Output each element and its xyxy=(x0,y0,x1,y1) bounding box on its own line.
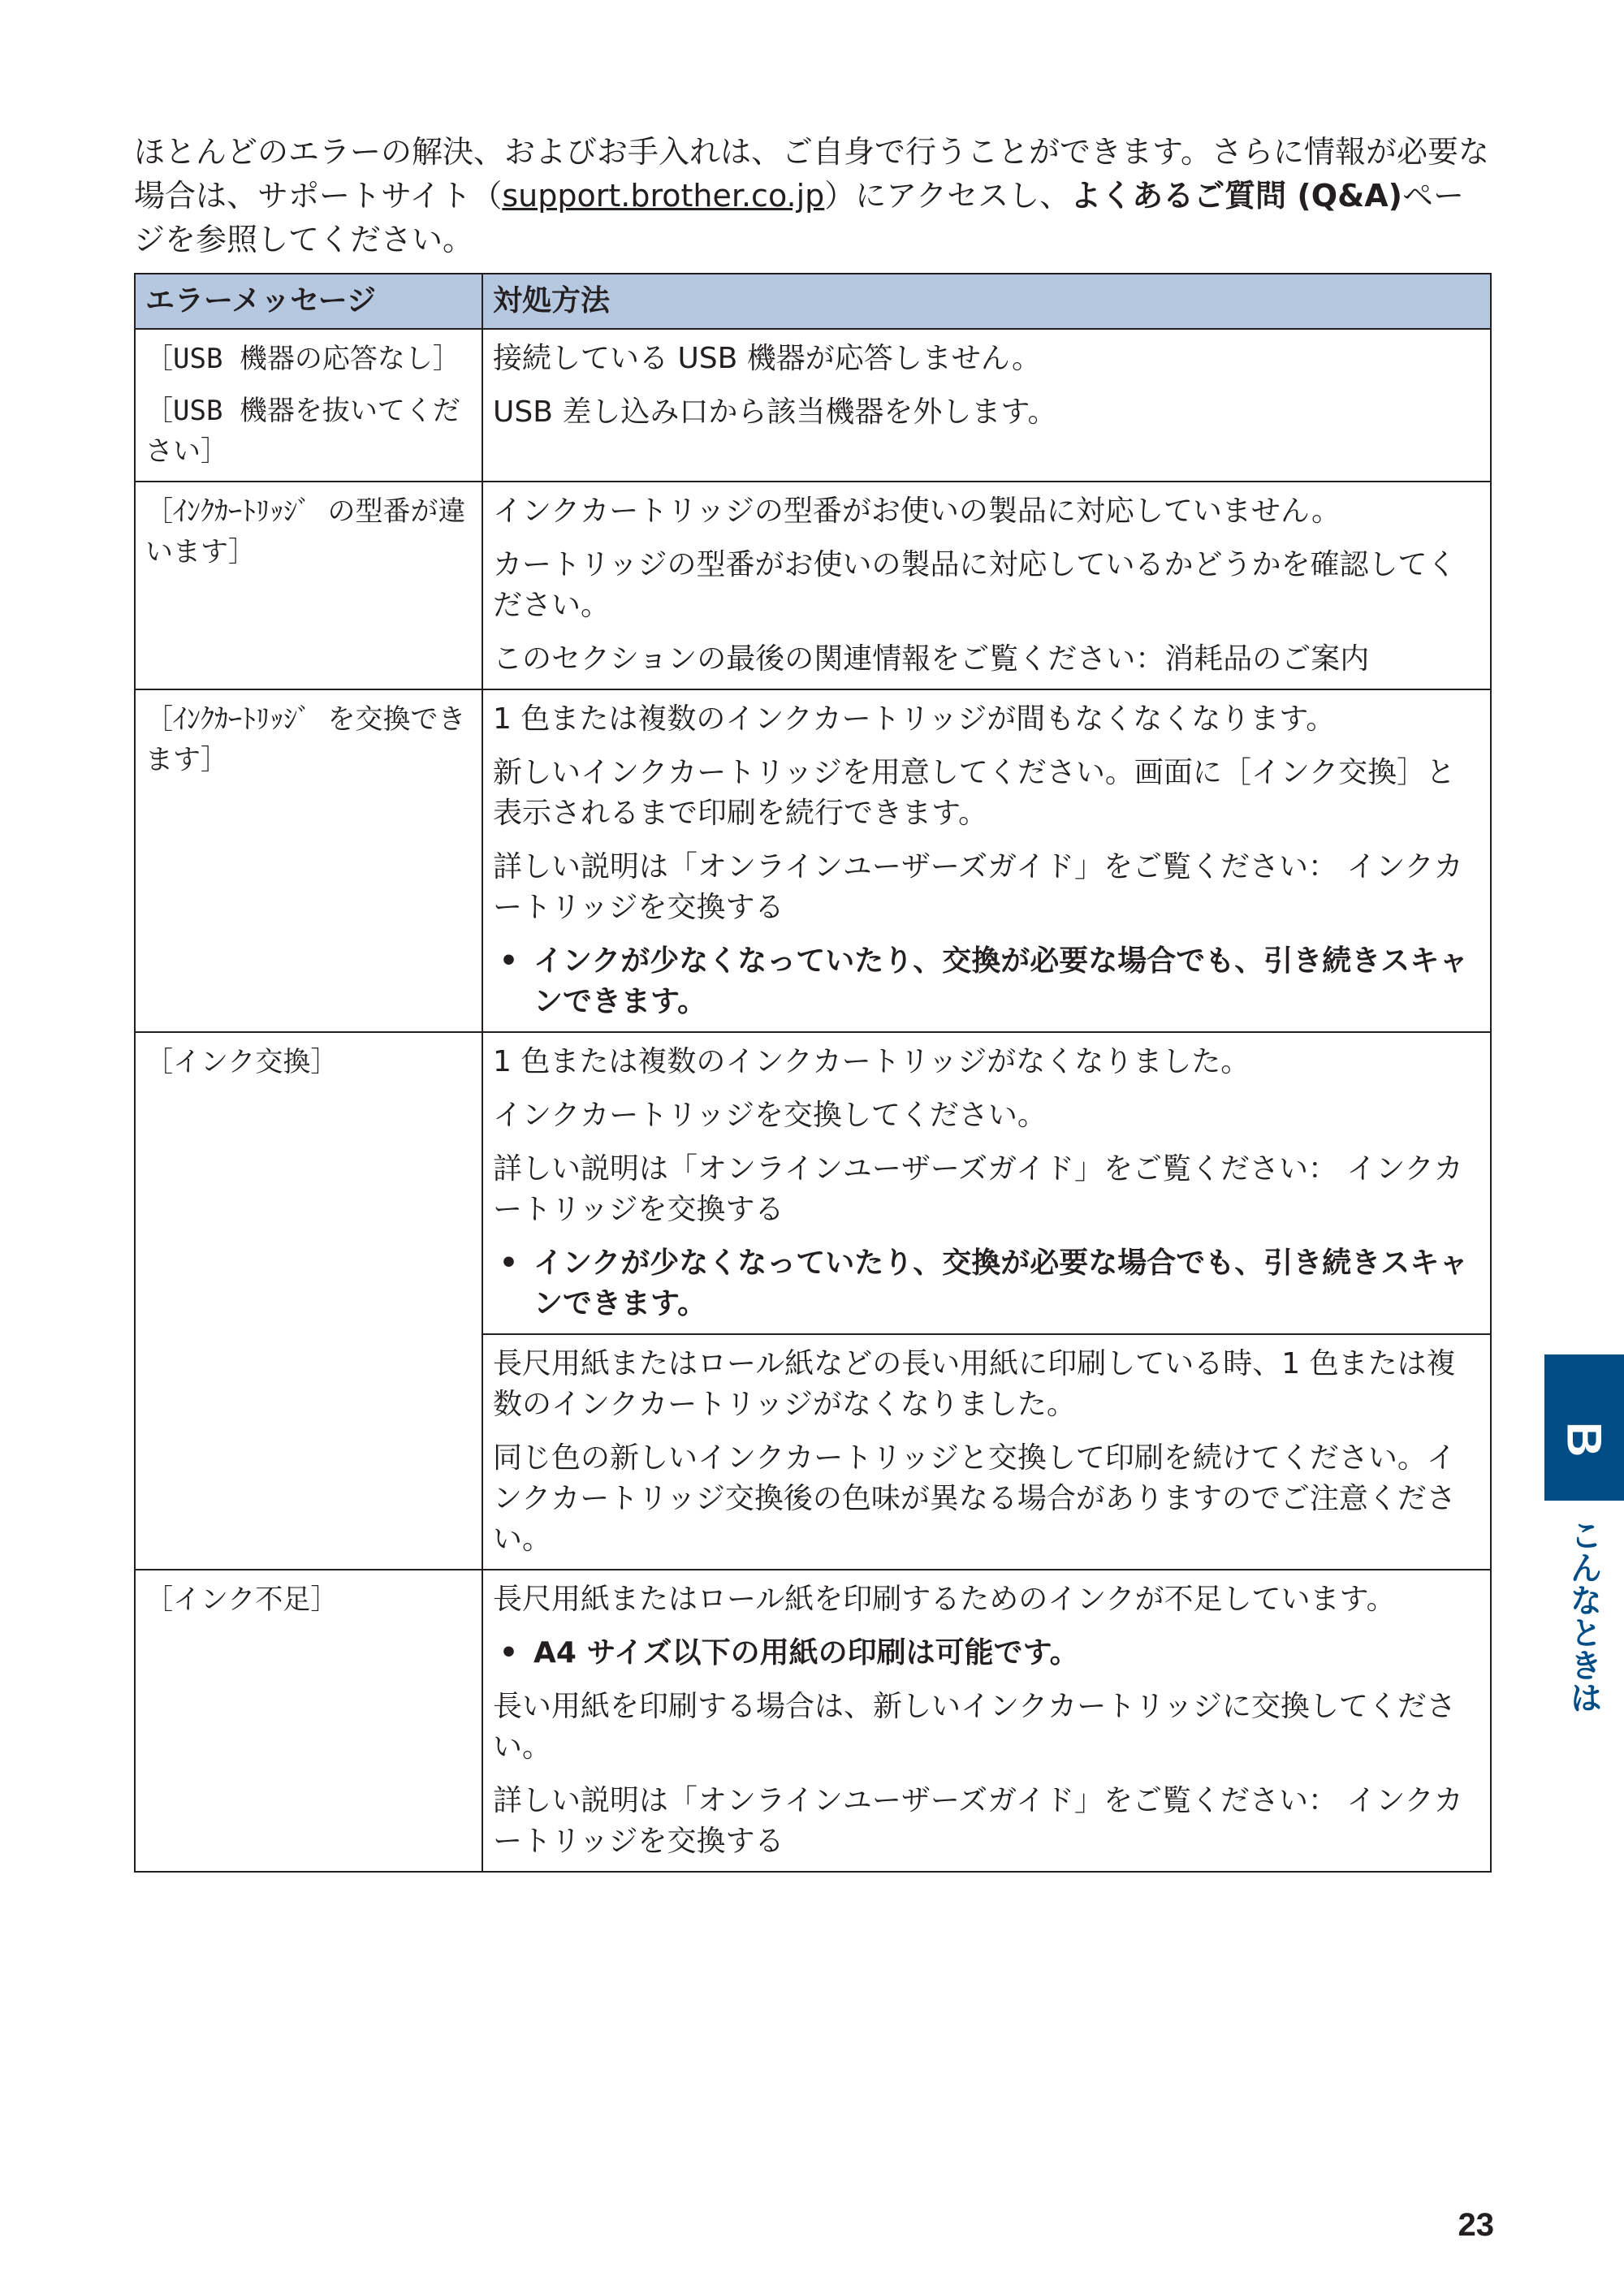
chapter-tab[interactable] xyxy=(1544,1354,1624,1501)
solution-text: USB 差し込み口から該当機器を外します。 xyxy=(493,395,1057,429)
solution-text: 詳しい説明は「オンラインユーザーズガイド」をご覧ください： インクカートリッジを交換する xyxy=(493,1152,1463,1226)
bullet-text: インクが少なくなっていたり、交換が必要な場合でも、引き続きスキャンできます。 xyxy=(533,944,1469,1018)
intro-text-1: ほとんどのエラーの解決、およびお手入れは、ご自身で行うことができます。さらに情報が必要な場合は、サポートサイト（ xyxy=(134,134,1489,214)
error-message: ［USB 機器を抜いてください］ xyxy=(145,395,460,468)
solution-text: このセクションの最後の関連情報をご覧ください：消耗品のご案内 xyxy=(493,642,1370,676)
bullet-note xyxy=(493,1633,1482,1674)
header-error-message: エラーメッセージ xyxy=(135,274,482,329)
error-message-cell xyxy=(135,1032,482,1570)
solution-text: カートリッジの型番がお使いの製品に対応しているかどうかを確認してください。 xyxy=(493,548,1457,622)
bullet-dot: • xyxy=(499,1246,519,1280)
solution-cell xyxy=(482,1570,1491,1872)
header-solution: 対処方法 xyxy=(482,274,1491,329)
error-message-cell xyxy=(135,329,482,482)
table-row xyxy=(135,329,1491,482)
solution-text: インクカートリッジの型番がお使いの製品に対応していません。 xyxy=(493,495,1341,528)
solution-text: 1 色または複数のインクカートリッジがなくなりました。 xyxy=(493,1045,1250,1078)
chapter-letter: B xyxy=(1557,1421,1612,1458)
support-link[interactable]: support.brother.co.jp xyxy=(502,178,825,214)
solution-text: インクカートリッジを交換してください。 xyxy=(493,1099,1047,1132)
error-message: ［インク交換］ xyxy=(145,1046,339,1078)
intro-text-2: ）にアクセスし、 xyxy=(824,178,1071,214)
solution-text: 詳しい説明は「オンラインユーザーズガイド」をご覧ください： インクカートリッジを交換する xyxy=(493,1784,1463,1858)
page-number: 23 xyxy=(1458,2207,1494,2243)
error-message-cell xyxy=(135,1570,482,1872)
bullet-text: A4 サイズ以下の用紙の印刷は可能です。 xyxy=(533,1636,1079,1670)
solution-text: 長尺用紙またはロール紙などの長い用紙に印刷している時、1 色または複数のインクカートリッジがなくなりました。 xyxy=(493,1347,1456,1421)
bullet-note xyxy=(493,1243,1482,1324)
solution-cell xyxy=(482,329,1491,482)
intro-text-3: ページを参照してください。 xyxy=(134,178,1465,257)
solution-cell xyxy=(482,1334,1491,1570)
solution-text: 同じ色の新しいインクカートリッジと交換して印刷を続けてください。インクカートリッジ交換後の色味が異なる場合がありますのでご注意ください。 xyxy=(493,1441,1456,1556)
error-message-cell xyxy=(135,482,482,689)
error-message: ［ｲﾝｸｶｰﾄﾘｯｼﾞ の型番が違います］ xyxy=(145,495,466,568)
bullet-note xyxy=(493,941,1482,1022)
solution-cell xyxy=(482,1032,1491,1334)
table-row xyxy=(135,689,1491,1032)
error-message-cell xyxy=(135,689,482,1032)
solution-text: 詳しい説明は「オンラインユーザーズガイド」をご覧ください： インクカートリッジを交換する xyxy=(493,850,1463,924)
solution-text: 1 色または複数のインクカートリッジが間もなくなくなります。 xyxy=(493,702,1336,736)
intro-paragraph xyxy=(134,130,1494,261)
solution-text: 接続している USB 機器が応答しません。 xyxy=(493,342,1041,375)
solution-text: 長尺用紙またはロール紙を印刷するためのインクが不足しています。 xyxy=(493,1583,1396,1616)
chapter-title: こんなときは xyxy=(1565,1519,1602,1713)
error-message: ［USB 機器の応答なし］ xyxy=(145,343,460,375)
error-table xyxy=(134,273,1492,1873)
table-header-row xyxy=(135,274,1491,329)
bullet-dot: • xyxy=(499,1636,519,1670)
faq-label: よくあるご質問 (Q&A) xyxy=(1070,178,1402,214)
bullet-dot: • xyxy=(499,944,519,978)
table-row xyxy=(135,1032,1491,1334)
bullet-text: インクが少なくなっていたり、交換が必要な場合でも、引き続きスキャンできます。 xyxy=(533,1246,1469,1320)
table-row xyxy=(135,482,1491,689)
error-message: ［インク不足］ xyxy=(145,1583,339,1616)
solution-cell xyxy=(482,482,1491,689)
solution-text: 新しいインクカートリッジを用意してください。画面に［インク交換］と表示されるまで印刷を続行できます。 xyxy=(493,756,1456,830)
solution-cell xyxy=(482,689,1491,1032)
solution-text: 長い用紙を印刷する場合は、新しいインクカートリッジに交換してください。 xyxy=(493,1690,1456,1764)
error-message: ［ｲﾝｸｶｰﾄﾘｯｼﾞ を交換できます］ xyxy=(145,703,466,776)
table-row xyxy=(135,1570,1491,1872)
